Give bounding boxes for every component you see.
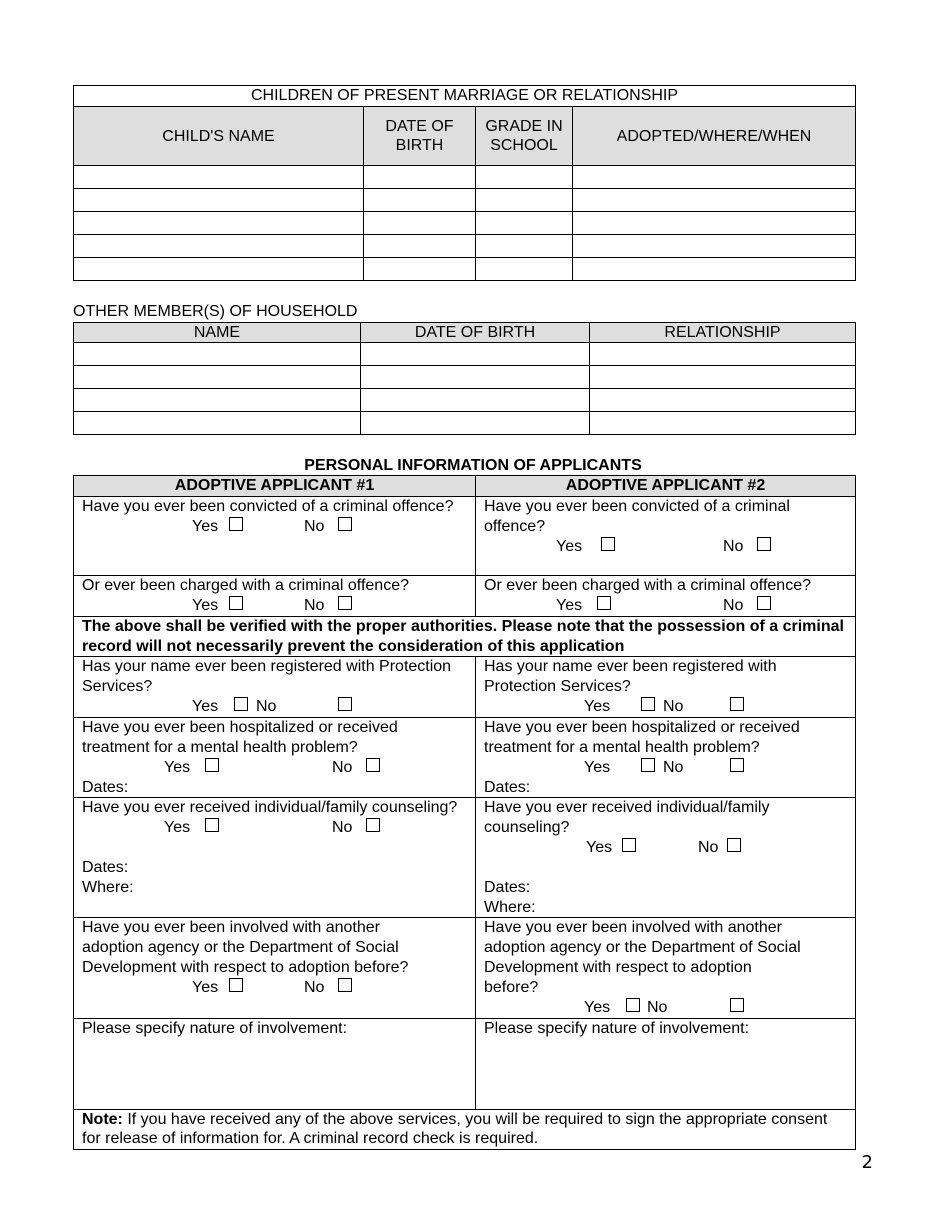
no-label: No — [647, 998, 668, 1016]
input-cell[interactable] — [74, 389, 361, 412]
no-checkbox[interactable] — [730, 697, 744, 711]
input-cell[interactable] — [74, 343, 361, 366]
yes-label: Yes — [192, 517, 219, 535]
table-row — [74, 366, 856, 389]
no-checkbox[interactable] — [338, 596, 352, 610]
input-cell[interactable] — [361, 412, 590, 435]
header-relationship: RELATIONSHIP — [590, 323, 856, 343]
yes-label: Yes — [192, 697, 219, 715]
header-grade-in-school: GRADE IN SCHOOL — [476, 107, 573, 166]
header-childs-name: CHILD'S NAME — [74, 107, 364, 166]
question-counseling: Have you ever received individual/family counseling? — [82, 799, 458, 817]
question-agency-involvement: Have you ever been involved with another adoption agency or the Department of Social Development with respect to adoption before? — [82, 919, 409, 976]
table-row — [74, 166, 856, 189]
yes-checkbox[interactable] — [229, 596, 243, 610]
specify-involvement-field-2[interactable] — [476, 1018, 856, 1109]
no-checkbox[interactable] — [757, 537, 771, 551]
no-checkbox[interactable] — [338, 697, 352, 711]
no-checkbox[interactable] — [757, 596, 771, 610]
yes-label: Yes — [164, 819, 191, 837]
no-checkbox[interactable] — [730, 998, 744, 1012]
question-convicted: Have you ever been convicted of a criminal offence? — [484, 498, 790, 535]
no-label: No — [332, 819, 353, 837]
yes-checkbox[interactable] — [626, 998, 640, 1012]
yes-label: Yes — [586, 838, 613, 856]
question-protection-services: Has your name ever been registered with Protection Services? — [484, 658, 777, 696]
yes-label: Yes — [556, 596, 583, 614]
note-label: Note: — [82, 1110, 123, 1128]
yes-checkbox[interactable] — [601, 537, 615, 551]
yes-label: Yes — [164, 758, 191, 776]
question-mental-health: Have you ever been hospitalized or received treatment for a mental health problem? — [82, 718, 398, 756]
yes-label: Yes — [192, 596, 219, 614]
table-row — [74, 389, 856, 412]
yes-checkbox[interactable] — [234, 697, 248, 711]
question-agency-involvement: Have you ever been involved with another adoption agency or the Department of Social Development with respect to adoption before? — [484, 919, 801, 996]
input-cell[interactable] — [361, 366, 590, 389]
header-date-of-birth: DATE OF BIRTH — [364, 107, 476, 166]
applicant-2-header: ADOPTIVE APPLICANT #2 — [476, 476, 856, 497]
no-checkbox[interactable] — [730, 758, 744, 772]
yes-checkbox[interactable] — [641, 758, 655, 772]
input-cell[interactable] — [74, 189, 364, 212]
dates-label: Dates: — [82, 858, 129, 876]
no-checkbox[interactable] — [338, 978, 352, 992]
no-label: No — [698, 838, 719, 856]
table-row — [74, 235, 856, 258]
input-cell[interactable] — [476, 258, 573, 281]
input-cell[interactable] — [573, 166, 856, 189]
yes-checkbox[interactable] — [597, 596, 611, 610]
input-cell[interactable] — [573, 258, 856, 281]
yes-label: Yes — [584, 758, 611, 776]
yes-label: Yes — [584, 697, 611, 715]
input-cell[interactable] — [74, 412, 361, 435]
yes-checkbox[interactable] — [641, 697, 655, 711]
table-row — [74, 258, 856, 281]
dates-label: Dates: — [82, 778, 129, 796]
header-date-of-birth: DATE OF BIRTH — [361, 323, 590, 343]
yes-label: Yes — [556, 537, 583, 555]
input-cell[interactable] — [74, 212, 364, 235]
input-cell[interactable] — [590, 343, 856, 366]
children-table-title: CHILDREN OF PRESENT MARRIAGE OR RELATIONSHIP — [74, 86, 856, 107]
specify-involvement-label: Please specify nature of involvement: — [484, 1019, 750, 1037]
input-cell[interactable] — [476, 212, 573, 235]
household-title: OTHER MEMBER(S) OF HOUSEHOLD — [73, 303, 358, 320]
header-name: NAME — [74, 323, 361, 343]
note-text: If you have received any of the above services, you will be required to sign the appropriate consent for release of information for. A criminal record check is required. — [82, 1110, 828, 1148]
no-label: No — [304, 596, 325, 614]
input-cell[interactable] — [590, 412, 856, 435]
yes-checkbox[interactable] — [622, 838, 636, 852]
no-label: No — [304, 517, 325, 535]
no-label: No — [663, 758, 684, 776]
applicant-1-header: ADOPTIVE APPLICANT #1 — [74, 476, 476, 497]
input-cell[interactable] — [364, 166, 476, 189]
yes-checkbox[interactable] — [205, 758, 219, 772]
question-convicted: Have you ever been convicted of a criminal offence? — [82, 498, 454, 515]
input-cell[interactable] — [364, 235, 476, 258]
dates-label: Dates: — [484, 878, 531, 896]
input-cell[interactable] — [476, 166, 573, 189]
question-charged: Or ever been charged with a criminal offence? — [484, 577, 811, 594]
personal-info-table — [73, 475, 856, 1150]
household-table — [73, 322, 856, 435]
input-cell[interactable] — [573, 189, 856, 212]
children-table — [73, 85, 856, 281]
question-charged: Or ever been charged with a criminal offence? — [82, 577, 409, 594]
where-label: Where: — [82, 878, 134, 896]
no-label: No — [723, 537, 744, 555]
release-note — [74, 1109, 856, 1150]
table-row — [74, 412, 856, 435]
input-cell[interactable] — [476, 189, 573, 212]
input-cell[interactable] — [590, 366, 856, 389]
input-cell[interactable] — [74, 235, 364, 258]
no-label: No — [332, 758, 353, 776]
input-cell[interactable] — [74, 166, 364, 189]
where-label: Where: — [484, 898, 536, 916]
dates-label: Dates: — [484, 778, 531, 796]
input-cell[interactable] — [364, 212, 476, 235]
no-checkbox[interactable] — [338, 517, 352, 531]
no-label: No — [304, 978, 325, 996]
input-cell[interactable] — [364, 258, 476, 281]
yes-label: Yes — [192, 978, 219, 996]
yes-label: Yes — [584, 998, 611, 1016]
input-cell[interactable] — [74, 258, 364, 281]
verification-note: The above shall be verified with the proper authorities. Please note that the possession of a criminal record will not necessarily prevent the consideration of this application — [74, 616, 856, 657]
no-checkbox[interactable] — [727, 838, 741, 852]
yes-checkbox[interactable] — [205, 818, 219, 832]
input-cell[interactable] — [361, 389, 590, 412]
input-cell[interactable] — [361, 343, 590, 366]
question-protection-services: Has your name ever been registered with Protection Services? — [82, 658, 452, 696]
personal-info-title: PERSONAL INFORMATION OF APPLICANTS — [304, 457, 642, 474]
yes-checkbox[interactable] — [229, 517, 243, 531]
input-cell[interactable] — [590, 389, 856, 412]
page-number: 2 — [861, 1152, 873, 1173]
table-row — [74, 212, 856, 235]
yes-checkbox[interactable] — [229, 978, 243, 992]
input-cell[interactable] — [476, 235, 573, 258]
header-adopted-where-when: ADOPTED/WHERE/WHEN — [573, 107, 856, 166]
no-label: No — [256, 697, 277, 715]
no-checkbox[interactable] — [366, 758, 380, 772]
input-cell[interactable] — [364, 189, 476, 212]
question-mental-health: Have you ever been hospitalized or received treatment for a mental health problem? — [484, 718, 800, 756]
no-label: No — [663, 697, 684, 715]
input-cell[interactable] — [74, 366, 361, 389]
table-row — [74, 343, 856, 366]
specify-involvement-label: Please specify nature of involvement: — [82, 1019, 348, 1037]
question-counseling: Have you ever received individual/family counseling? — [484, 799, 770, 837]
input-cell[interactable] — [573, 212, 856, 235]
table-row — [74, 189, 856, 212]
no-label: No — [723, 596, 744, 614]
no-checkbox[interactable] — [366, 818, 380, 832]
input-cell[interactable] — [573, 235, 856, 258]
specify-involvement-field-1[interactable] — [74, 1018, 476, 1109]
